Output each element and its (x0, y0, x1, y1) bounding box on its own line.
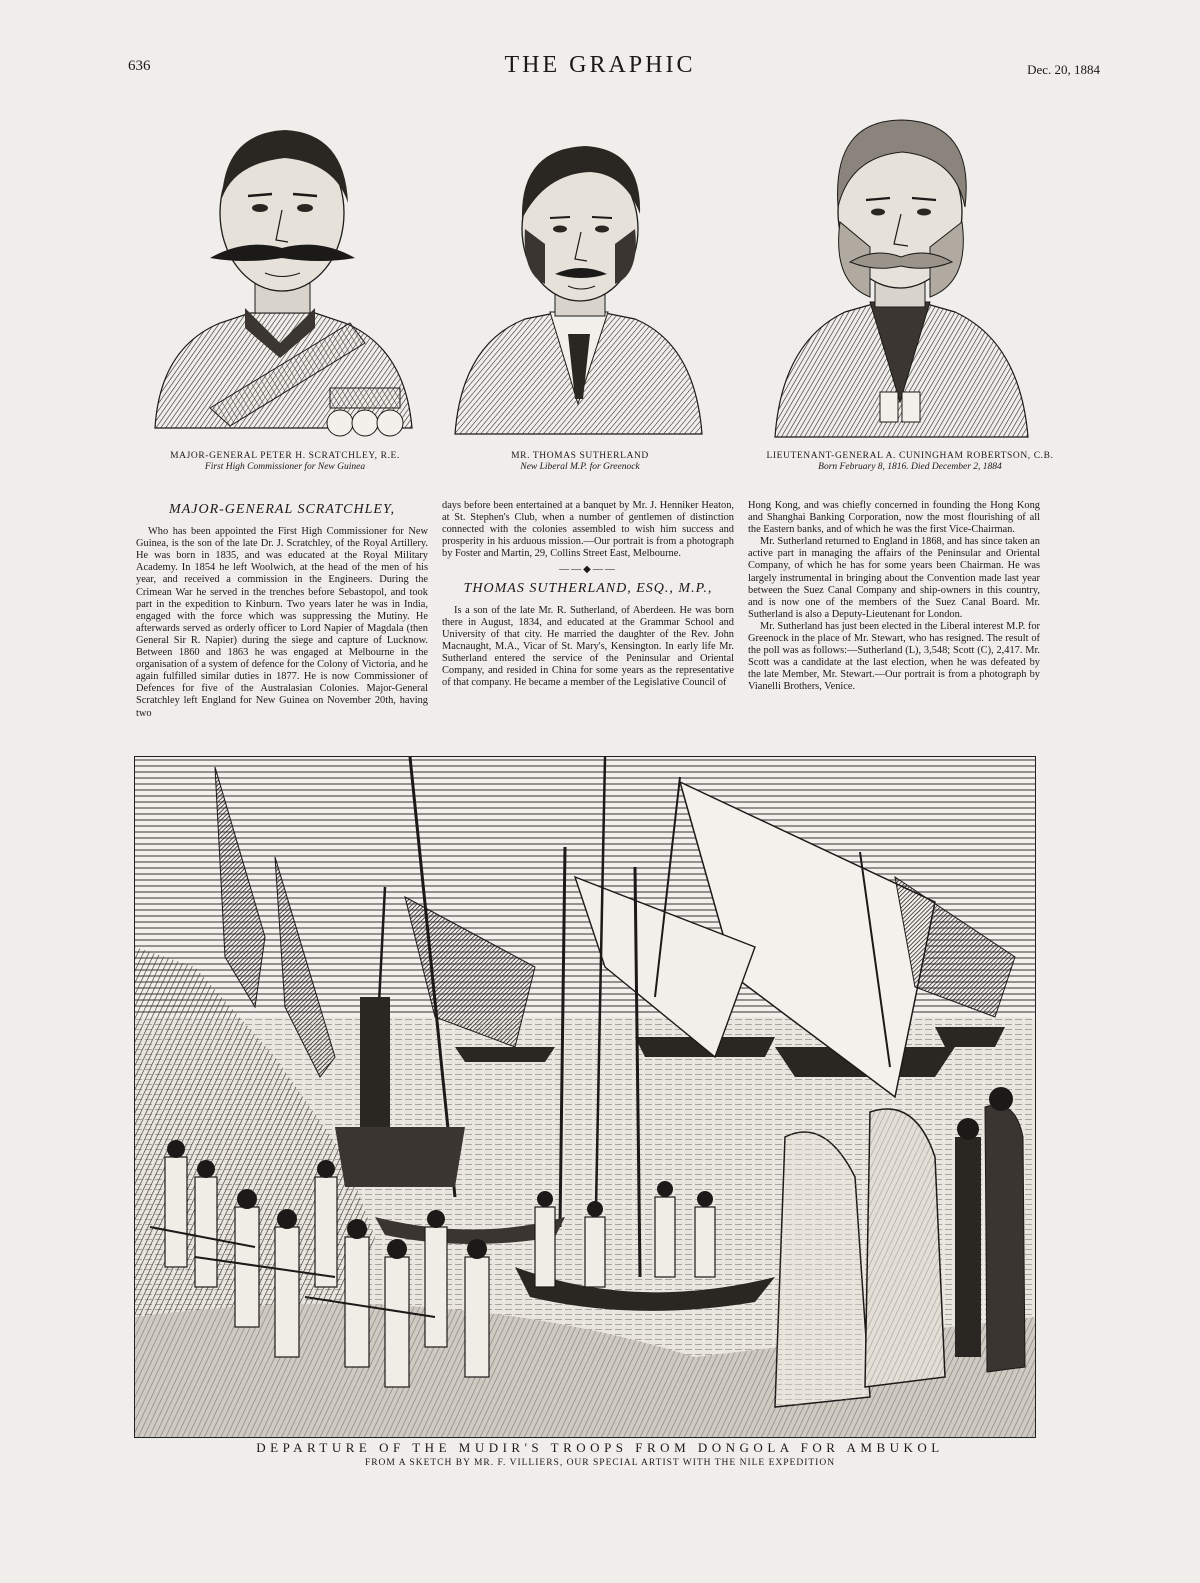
caption-sutherland (440, 451, 720, 473)
caption-description: Born February 8, 1816. Died December 2, 1884 (818, 461, 1002, 472)
plate-credit: FROM A SKETCH BY MR. F. VILLIERS, OUR SPECIAL ARTIST WITH THE NILE EXPEDITION (364, 1458, 836, 1468)
caption-scratchley (140, 451, 430, 473)
article-heading: MAJOR-GENERAL SCRATCHLEY, (169, 502, 395, 517)
caption-description: New Liberal M.P. for Greenock (520, 461, 640, 472)
plate-caption (0, 1440, 1200, 1468)
article-paragraph: Mr. Sutherland has just been elected in the Liberal interest M.P. for Greenock in the place of Mr. Stewart, who has resigned. The result of the poll was as follows:—Sutherland (L), 3,548; Scott (C), 2,417. Mr. Scott was a candidate at the last election, when he was defeated by the late Member, Mr. Stewart.—Our portrait is from a photograph by Vianelli Brothers, Venice. (748, 620, 1040, 693)
page-number: 636 (128, 58, 151, 74)
plate-title: DEPARTURE OF THE MUDIR'S TROOPS FROM DONGOLA FOR AMBUKOL (256, 1440, 944, 1455)
engraving-nile-boats (134, 756, 1036, 1438)
column-2 (442, 500, 734, 689)
article-paragraph: Mr. Sutherland returned to England in 1868, and has since taken an active part in managing the affairs of the Peninsular and Oriental Company, of which he has for some years been Chairman. He was largely instrumental in bringing about the Convention made last year between the Suez Canal Company and ship-owners in this country, and is now one of the members of the Suez Canal Board. Mr. Sutherland is also a Deputy-Lieutenant for London. (748, 536, 1040, 620)
issue-date: Dec. 20, 1884 (1027, 62, 1100, 77)
caption-name: MAJOR-GENERAL PETER H. SCRATCHLEY, R.E. (170, 451, 400, 461)
article-heading: THOMAS SUTHERLAND, ESQ., M.P., (463, 580, 713, 596)
portrait-sutherland (450, 134, 705, 444)
caption-name: MR. THOMAS SUTHERLAND (511, 451, 649, 461)
caption-name: LIEUTENANT-GENERAL A. CUNINGHAM ROBERTSON, C.B. (766, 451, 1054, 461)
column-3 (748, 500, 1040, 694)
article-paragraph: Is a son of the late Mr. R. Sutherland, of Aberdeen. He was born there in August, 1834, and educated at the Grammar School and University of that city. He married the daughter of the Rev. John Macnaught, M.A., Vicar of St. Mary's, Kensington. In early life Mr. Sutherland entered the service of the Peninsular and Oriental Company, and resided in China for some years as the representative of that company. He became a member of the Legislative Council of (442, 604, 734, 689)
column-1 (136, 500, 428, 720)
article-paragraph: Hong Kong, and was chiefly concerned in founding the Hong Kong and Shanghai Banking Corporation, now the most flourishing of all the Eastern banks, and of which he was the first Vice-Chairman. (748, 500, 1040, 536)
caption-description: First High Commissioner for New Guinea (204, 461, 366, 472)
section-divider: ——◆—— (559, 564, 617, 576)
caption-robertson (740, 451, 1080, 473)
article-paragraph: Who has been appointed the First High Commissioner for New Guinea, is the son of the late Dr. J. Scratchley, of the Royal Artillery. He was born in 1835, and was educated at the Royal Military Academy. In 1854 he left Woolwich, at the head of the men of his year, and received a commission in the Engineers. During the Crimean War he served in the trenches before Sebastopol, and took part in the expedition to Kinburn. Two years later he was in India, engaged with the force which was suppressing the Mutiny. He afterwards served as orderly officer to Lord Napier of Magdala (then General Sir R. Napier) during the siege and capture of Lucknow. Between 1860 and 1863 he was engaged at Melbourne in the organisation of a system of defence for the Colony of Victoria, and he again fulfilled similar duties in 1877. He is now Commissioner of Defences for five of the Australasian Colonies. Major-General Scratchley left England for New Guinea on November 20th, having two (136, 526, 428, 719)
portrait-robertson (770, 112, 1030, 444)
article-paragraph: days before been entertained at a banquet by Mr. J. Henniker Heaton, at St. Stephen's Club, when a number of gentlemen of distinction connected with the colonies assembled to wish him success and prosperity in his arduous mission.—Our portrait is from a photograph by Foster and Martin, 29, Collins Street East, Melbourne. (442, 500, 734, 560)
masthead: THE GRAPHIC (504, 52, 696, 78)
portrait-scratchley (150, 108, 415, 443)
